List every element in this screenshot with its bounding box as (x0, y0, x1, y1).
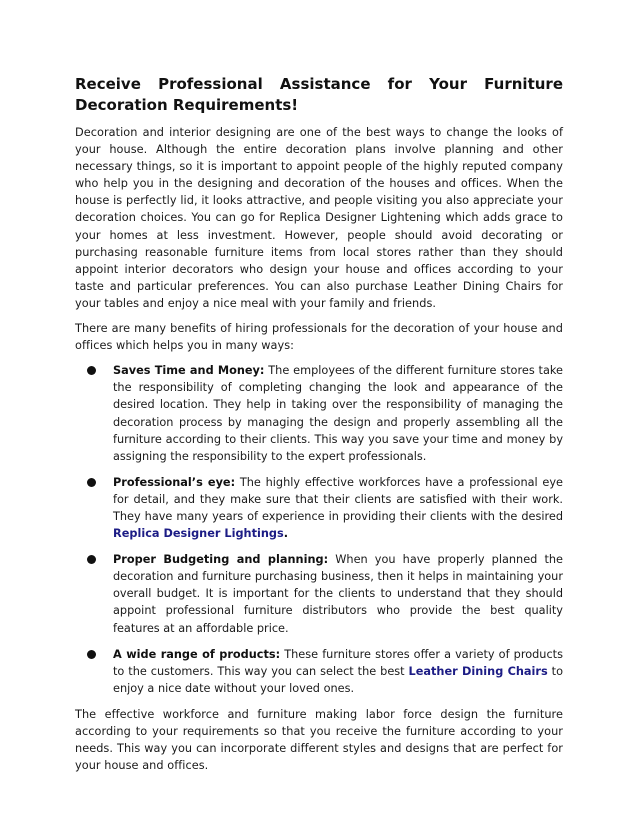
leather-dining-chairs-link[interactable]: Leather Dining Chairs (408, 664, 548, 678)
closing-paragraph: The effective workforce and furniture making labor force design the furniture according to your requirements so that you receive the furniture according to your needs. This way you can incorporate different styles and designs that are perfect for your house and offices. (75, 707, 563, 773)
benefit-text: These furniture stores offer a variety of products to the customers. This way you can select the best (113, 647, 563, 678)
benefit-text: The highly effective workforces have a professional eye for detail, and they make sure that their clients are satisfied with their work. They have many years of experience in providing their clients with the desired (113, 475, 563, 523)
benefit-item-wide-range (75, 646, 563, 697)
benefit-text: When you have properly planned the decoration and furniture purchasing business, then it helps in maintaining your overall budget. It is important for the clients to understand that they should appoint professional furniture distributors who provide the best quality features at an affordable price. (113, 553, 563, 635)
bullet-icon (87, 650, 96, 659)
benefit-term: A wide range of products: (113, 647, 281, 661)
intro-paragraph: Decoration and interior designing are one of the best ways to change the looks of your house. Although the entire decoration plans involve planning and other necessary things, so it is important to appoint people of the highly reputed company who help you in the designing and decoration of the houses and offices. When the house is perfectly lid, it looks attractive, and people visiting you also appreciate your decoration choices. You can go for Replica Designer Lightening which adds grace to your homes at less investment. However, people should avoid decorating or purchasing reasonable furniture items from local stores rather than they should appoint interior decorators who design your house and offices according to your taste and particular preferences. You can also purchase Leather Dining Chairs for your tables and enjoy a nice meal with your family and friends. (75, 126, 563, 310)
benefit-item-professional-eye (75, 474, 563, 542)
benefit-item-budgeting (75, 551, 563, 636)
replica-designer-lightings-link[interactable]: Replica Designer Lightings (113, 527, 284, 541)
benefit-term: Professional’s eye: (113, 475, 236, 489)
benefits-list (75, 362, 563, 697)
benefit-term: Saves Time and Money: (113, 364, 265, 378)
document-title: Receive Professional Assistance for Your Furniture Decoration Requirements! (75, 75, 563, 114)
benefit-term: Proper Budgeting and planning: (113, 553, 329, 567)
bullet-icon (87, 366, 96, 375)
benefit-text-after: to enjoy a nice date without your loved ones. (113, 664, 563, 695)
document-page (75, 74, 563, 774)
benefit-text: The employees of the different furniture stores take the responsibility of completing changing the look and appearance of the desired location. They help in taking over the responsibility of managing the decoration process by managing the design and properly assembling all the furniture according to their clients. This way you save your time and money by assigning the responsibility to the expert professionals. (113, 364, 563, 463)
benefit-item-saves-time (75, 362, 563, 465)
bullet-icon (87, 478, 96, 487)
benefits-intro-paragraph: There are many benefits of hiring professionals for the decoration of your house and offices which helps you in many ways: (75, 322, 563, 353)
benefit-text-after: . (283, 527, 288, 541)
bullet-icon (87, 555, 96, 564)
